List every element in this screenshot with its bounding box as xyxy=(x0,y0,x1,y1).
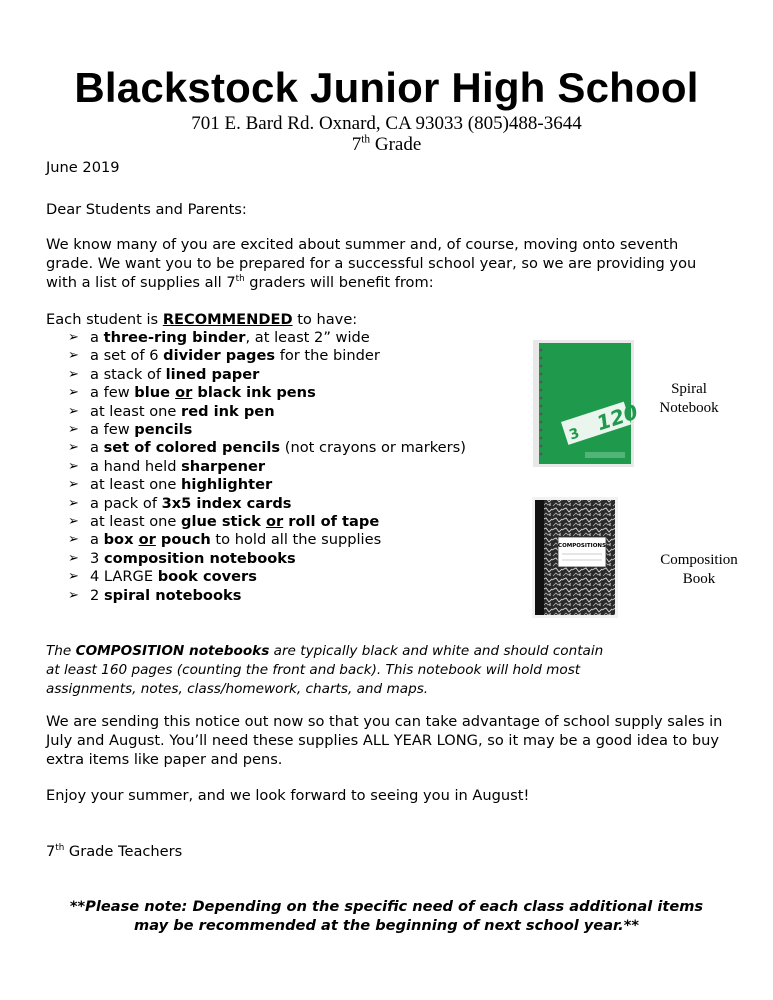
supply-text-end: to hold all the supplies xyxy=(210,531,382,549)
recommended-word: RECOMMENDED xyxy=(162,311,293,328)
supply-list xyxy=(68,329,466,605)
composition-label-text: COMPOSITIONS xyxy=(558,543,606,549)
supply-text: 4 LARGE xyxy=(90,568,158,586)
supply-text: a hand held xyxy=(90,457,182,475)
supply-bullet-icon: ➢ xyxy=(68,348,79,364)
supply-item-bold: glue stick xyxy=(181,513,266,531)
spiral-cover xyxy=(539,343,631,464)
supply-text: a set of 6 xyxy=(90,347,164,365)
supply-item-bold: three-ring binder xyxy=(103,329,246,346)
signoff-number: 7 xyxy=(46,843,56,860)
spiral-notebook-image xyxy=(533,340,641,467)
supply-item xyxy=(68,587,466,605)
enjoy-line: Enjoy your summer, and we look forward to seeing you in August! xyxy=(46,787,530,804)
recommended-prefix: Each student is xyxy=(46,311,163,328)
composition-note-prefix: The xyxy=(46,643,76,659)
supply-item xyxy=(68,476,466,494)
supply-text-end: , at least 2” wide xyxy=(245,329,370,346)
signoff-suffix: th xyxy=(55,843,65,854)
supply-text: a few xyxy=(90,421,135,439)
recommended-line xyxy=(46,311,357,328)
supply-item-bold: 3x5 index cards xyxy=(161,494,292,512)
intro-suffix: th xyxy=(235,273,245,284)
spiral-cover-subjects: 3 xyxy=(567,425,582,444)
footnote-line2: may be recommended at the beginning of next school year.** xyxy=(134,917,639,934)
supply-item xyxy=(68,347,466,365)
composition-note xyxy=(46,642,606,698)
signoff xyxy=(46,843,182,860)
footnote-line1: **Please note: Depending on the specific need of each class additional items xyxy=(69,898,704,915)
supply-item-bold-2: black ink pens xyxy=(192,384,316,402)
supply-bullet-icon: ➢ xyxy=(68,569,79,585)
supply-text: 2 xyxy=(90,586,104,604)
sending-paragraph: We are sending this notice out now so that you can take advantage of school supply sales in July and August. You’ll need these supplies ALL YEAR LONG, so it may be a good idea to buy extra items like paper and pens. xyxy=(46,713,723,768)
supply-bullet-icon: ➢ xyxy=(68,422,79,438)
grade-label: Grade xyxy=(370,134,422,155)
supply-bullet-icon: ➢ xyxy=(68,440,79,456)
supply-bullet-icon: ➢ xyxy=(68,458,79,474)
composition-note-text: are typically black and white and should contain at least 160 pages (counting the front and back). This notebook will hold most assignments, notes, class/homework, charts, and maps. xyxy=(46,643,604,697)
supply-item xyxy=(68,329,466,347)
supply-item-bold: highlighter xyxy=(181,476,273,494)
supply-bullet-icon: ➢ xyxy=(68,532,79,548)
spiral-caption-line2: Notebook xyxy=(659,400,719,416)
footnote xyxy=(30,897,743,935)
supply-item-bold: pencils xyxy=(134,421,193,439)
signoff-text: Grade Teachers xyxy=(64,843,183,860)
supply-text: at least one xyxy=(90,402,182,420)
supply-item xyxy=(68,384,466,402)
supply-item xyxy=(68,366,466,384)
supply-bullet-icon: ➢ xyxy=(68,366,79,382)
supply-text: a xyxy=(90,329,104,346)
spiral-caption-line1: Spiral xyxy=(671,381,707,397)
grade-heading xyxy=(0,134,773,156)
composition-note-bold: COMPOSITION notebooks xyxy=(75,643,270,659)
composition-caption-line1: Composition xyxy=(660,552,738,568)
composition-book-caption xyxy=(654,551,744,589)
supply-bullet-icon: ➢ xyxy=(68,330,79,345)
recommended-suffix: to have: xyxy=(292,311,358,328)
supply-item xyxy=(68,439,466,457)
grade-number: 7 xyxy=(351,134,362,155)
supply-item-or: or xyxy=(138,531,156,549)
spiral-notebook-caption xyxy=(650,380,728,418)
supply-item-bold-2: roll of tape xyxy=(283,513,380,531)
supply-text-end: for the binder xyxy=(275,347,380,365)
supply-item-or: or xyxy=(265,513,284,531)
supply-item-bold: spiral notebooks xyxy=(103,586,242,604)
school-name-heading: Blackstock Junior High School xyxy=(74,64,699,111)
supply-item-or: or xyxy=(175,384,193,402)
supply-item xyxy=(68,421,466,439)
grade-suffix: th xyxy=(361,133,371,146)
composition-book-image xyxy=(532,497,618,618)
supply-bullet-icon: ➢ xyxy=(68,385,79,401)
supply-item xyxy=(68,403,466,421)
supply-bullet-icon: ➢ xyxy=(68,495,79,511)
supply-text: 3 xyxy=(90,549,104,567)
letter-date: June 2019 xyxy=(46,159,120,176)
supply-text-end: (not crayons or markers) xyxy=(280,439,466,457)
supply-bullet-icon: ➢ xyxy=(68,550,79,566)
composition-label xyxy=(558,537,606,567)
supply-text: a xyxy=(90,531,104,549)
supply-item-bold: set of colored pencils xyxy=(103,439,281,457)
supply-text: at least one xyxy=(90,513,182,531)
supply-item-bold-2: pouch xyxy=(155,531,211,549)
supply-item xyxy=(68,531,466,549)
supply-item xyxy=(68,458,466,476)
supply-item xyxy=(68,513,466,531)
supply-item xyxy=(68,495,466,513)
supply-item-bold: red ink pen xyxy=(181,402,275,420)
supply-bullet-icon: ➢ xyxy=(68,514,79,530)
supply-item-bold: book covers xyxy=(157,568,257,586)
supply-bullet-icon: ➢ xyxy=(68,403,79,419)
intro-paragraph xyxy=(46,236,726,292)
supply-item-bold: divider pages xyxy=(163,347,276,365)
supply-item xyxy=(68,568,466,586)
letter-greeting: Dear Students and Parents: xyxy=(46,201,247,218)
supply-item xyxy=(68,550,466,568)
supply-item-bold: box xyxy=(103,531,139,549)
school-address: 701 E. Bard Rd. Oxnard, CA 93033 (805)488-3644 xyxy=(191,113,582,134)
composition-caption-line2: Book xyxy=(682,571,716,587)
supply-item-bold: sharpener xyxy=(181,457,266,475)
intro-text: We know many of you are excited about summer and, of course, moving onto seventh grade. We want you to be prepared for a successful school year, so we are providing you with a list of supplies all 7 xyxy=(46,236,697,291)
supply-item-bold: lined paper xyxy=(165,365,260,383)
supply-bullet-icon: ➢ xyxy=(68,477,79,493)
intro-text-end: graders will benefit from: xyxy=(244,273,434,291)
supply-item-bold: blue xyxy=(134,384,176,402)
spiral-cover-number: 120 xyxy=(593,399,641,436)
supply-text: a stack of xyxy=(90,365,166,383)
supply-text: a xyxy=(90,439,104,457)
supply-text: at least one xyxy=(90,476,182,494)
supply-text: a few xyxy=(90,384,135,402)
supply-bullet-icon: ➢ xyxy=(68,587,79,603)
supply-text: a pack of xyxy=(90,494,162,512)
supply-item-bold: composition notebooks xyxy=(103,549,296,567)
